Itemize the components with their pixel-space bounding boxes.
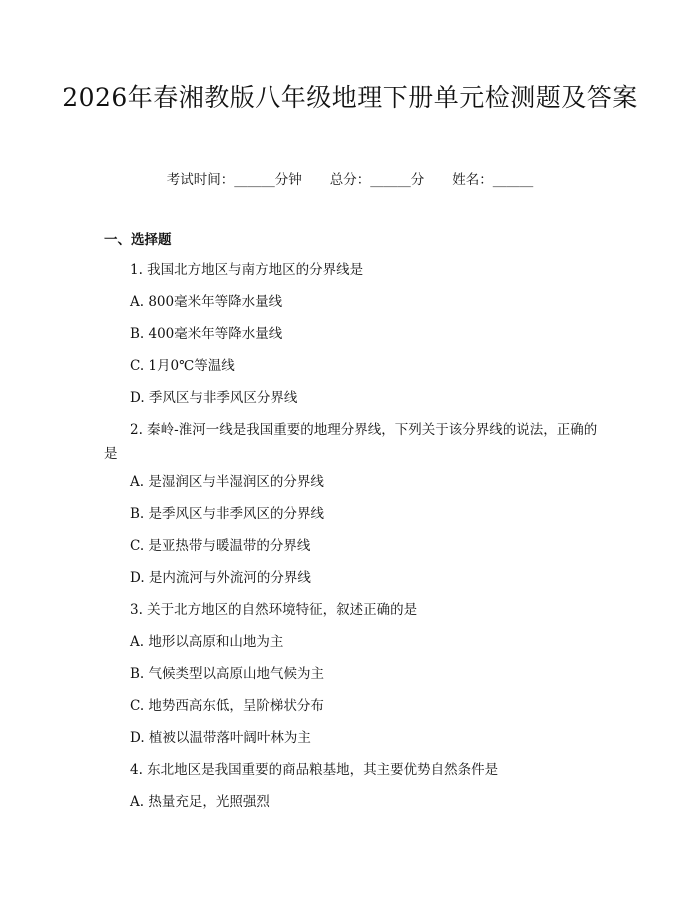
question-option: A. 地形以高原和山地为主: [130, 634, 284, 650]
section-title: 一、选择题: [104, 232, 172, 248]
question-option: A. 800毫米年等降水量线: [130, 294, 283, 310]
question-option: D. 是内流河与外流河的分界线: [130, 570, 311, 586]
total-score-label: 总分：______分: [329, 172, 425, 188]
exam-info-line: [0, 170, 700, 190]
question-stem: 1. 我国北方地区与南方地区的分界线是: [130, 262, 364, 278]
question-option: C. 是亚热带与暖温带的分界线: [130, 538, 311, 554]
question-stem: 3. 关于北方地区的自然环境特征，叙述正确的是: [130, 602, 418, 618]
student-name-label: 姓名：______: [452, 172, 534, 188]
question-option: D. 季风区与非季风区分界线: [130, 390, 298, 406]
question-option: B. 气候类型以高原山地气候为主: [130, 666, 325, 682]
question-option: B. 400毫米年等降水量线: [130, 326, 283, 342]
question-stem: 2. 秦岭-淮河一线是我国重要的地理分界线，下列关于该分界线的说法，正确的是: [104, 422, 598, 462]
question-stem: 4. 东北地区是我国重要的商品粮基地，其主要优势自然条件是: [130, 762, 499, 778]
question-option: C. 地势西高东低，呈阶梯状分布: [130, 698, 324, 714]
question-option: B. 是季风区与非季风区的分界线: [130, 506, 325, 522]
question-option: A. 热量充足，光照强烈: [130, 794, 270, 810]
document-title: 2026年春湘教版八年级地理下册单元检测题及答案: [62, 83, 638, 112]
exam-time-label: 考试时间：______分钟: [166, 172, 302, 188]
question-option: A. 是湿润区与半湿润区的分界线: [130, 474, 324, 490]
question-option: D. 植被以温带落叶阔叶林为主: [130, 730, 311, 746]
question-option: C. 1月0℃等温线: [130, 358, 235, 374]
